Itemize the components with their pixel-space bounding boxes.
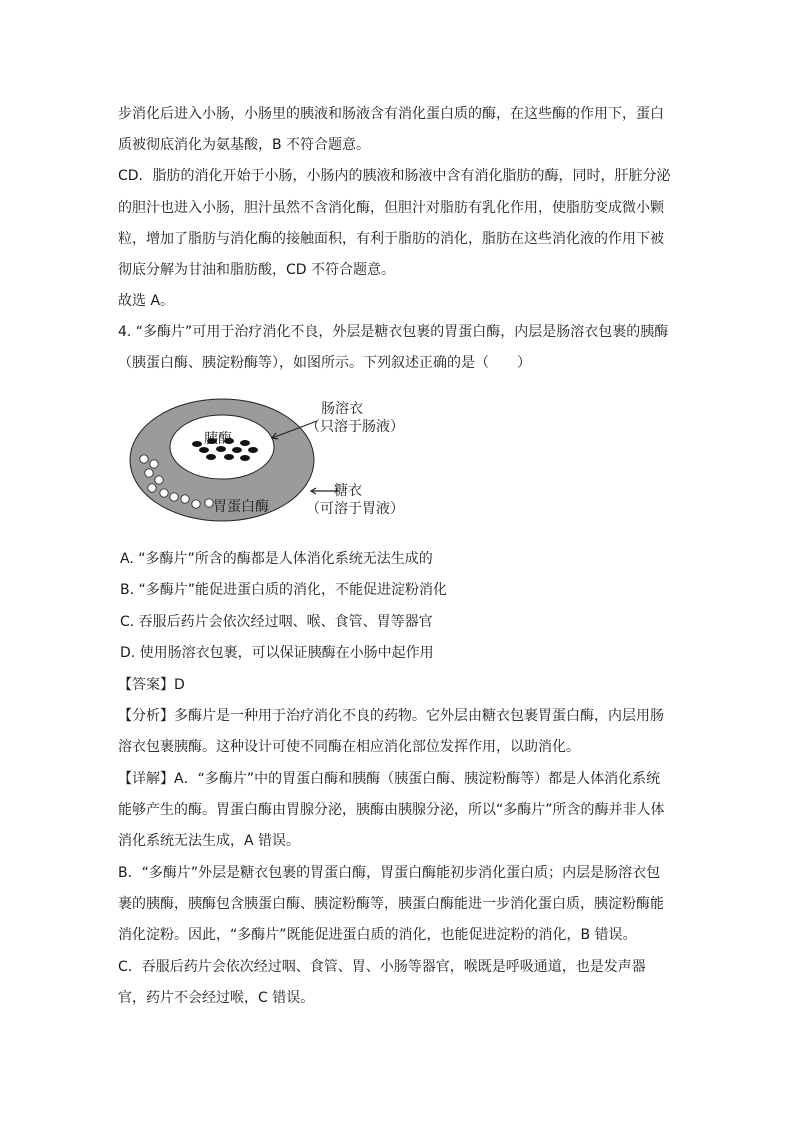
enteric-coat-note: （只溶于肠液）: [306, 419, 404, 435]
para-line: 粒，增加了脂肪与消化酶的接触面积，有利于脂肪的消化，脂肪在这些消化液的作用下被: [118, 231, 664, 247]
answer-line: 【答案】D: [118, 677, 185, 693]
analysis-line: 【分析】多酶片是一种用于治疗消化不良的药物。它外层由糖衣包裹胃蛋白酶，内层用肠: [118, 708, 664, 724]
option-d: D. 使用肠溶衣包裹，可以保证胰酶在小肠中起作用: [120, 645, 434, 661]
para-line: 质被彻底消化为氨基酸，B 不符合题意。: [118, 137, 371, 153]
analysis-line: 溶衣包裹胰酶。这种设计可使不同酶在相应消化部位发挥作用，以助消化。: [118, 739, 580, 755]
option-b: B. “多酶片”能促进蛋白质的消化，不能促进淀粉消化: [120, 582, 448, 598]
pepsin-label: 胃蛋白酶: [213, 499, 269, 515]
detail-line: 【详解】A．“多酶片”中的胃蛋白酶和胰酶（胰蛋白酶、胰淀粉酶等）都是人体消化系统: [118, 771, 661, 787]
option-a: A. “多酶片”所含的酶都是人体消化系统无法生成的: [120, 551, 433, 567]
detail-line: 能够产生的酶。胃蛋白酶由胃腺分泌，胰酶由胰腺分泌，所以“多酶片”所含的酶并非人体: [118, 802, 665, 818]
enteric-coat-label: 肠溶衣: [321, 401, 363, 417]
pancreatin-label: 胰酶: [204, 431, 232, 447]
detail-b-line: 裹的胰酶，胰酶包含胰蛋白酶、胰淀粉酶等，胰蛋白酶能进一步消化蛋白质，胰淀粉酶能: [118, 896, 664, 912]
tablet-diagram: [128, 393, 418, 523]
para-line: CD．脂肪的消化开始于小肠，小肠内的胰液和肠液中含有消化脂肪的酶，同时，肝脏分泌: [118, 168, 671, 184]
choose-answer: 故选 A。: [118, 293, 175, 309]
para-line: 的胆汁也进入小肠，胆汁虽然不含消化酶，但胆汁对脂肪有乳化作用，使脂肪变成微小颗: [118, 200, 664, 216]
detail-line: 消化系统无法生成，A 错误。: [118, 833, 301, 849]
para-line: 彻底分解为甘油和脂肪酸，CD 不符合题意。: [118, 262, 396, 278]
detail-c-line: 官，药片不会经过喉，C 错误。: [118, 990, 315, 1006]
sugar-coat-label: 糖衣: [334, 483, 362, 499]
detail-c-line: C．吞服后药片会依次经过咽、食管、胃、小肠等器官，喉既是呼吸通道，也是发声器: [118, 959, 646, 975]
detail-b-line: 消化淀粉。因此，“多酶片”既能促进蛋白质的消化，也能促进淀粉的消化，B 错误。: [118, 927, 637, 943]
option-c: C. 吞服后药片会依次经过咽、喉、食管、胃等器官: [120, 614, 433, 630]
para-line: 步消化后进入小肠，小肠里的胰液和肠液含有消化蛋白质的酶，在这些酶的作用下，蛋白: [118, 106, 664, 122]
detail-b-line: B．“多酶片”外层是糖衣包裹的胃蛋白酶，胃蛋白酶能初步消化蛋白质；内层是肠溶衣包: [118, 865, 661, 881]
question-line: 4. “多酶片”可用于治疗消化不良，外层是糖衣包裹的胃蛋白酶，内层是肠溶衣包裹的胰酶: [118, 324, 669, 340]
sugar-coat-note: （可溶于胃液）: [306, 501, 404, 517]
question-line: （胰蛋白酶、胰淀粉酶等），如图所示。下列叙述正确的是（ ）: [118, 355, 531, 371]
